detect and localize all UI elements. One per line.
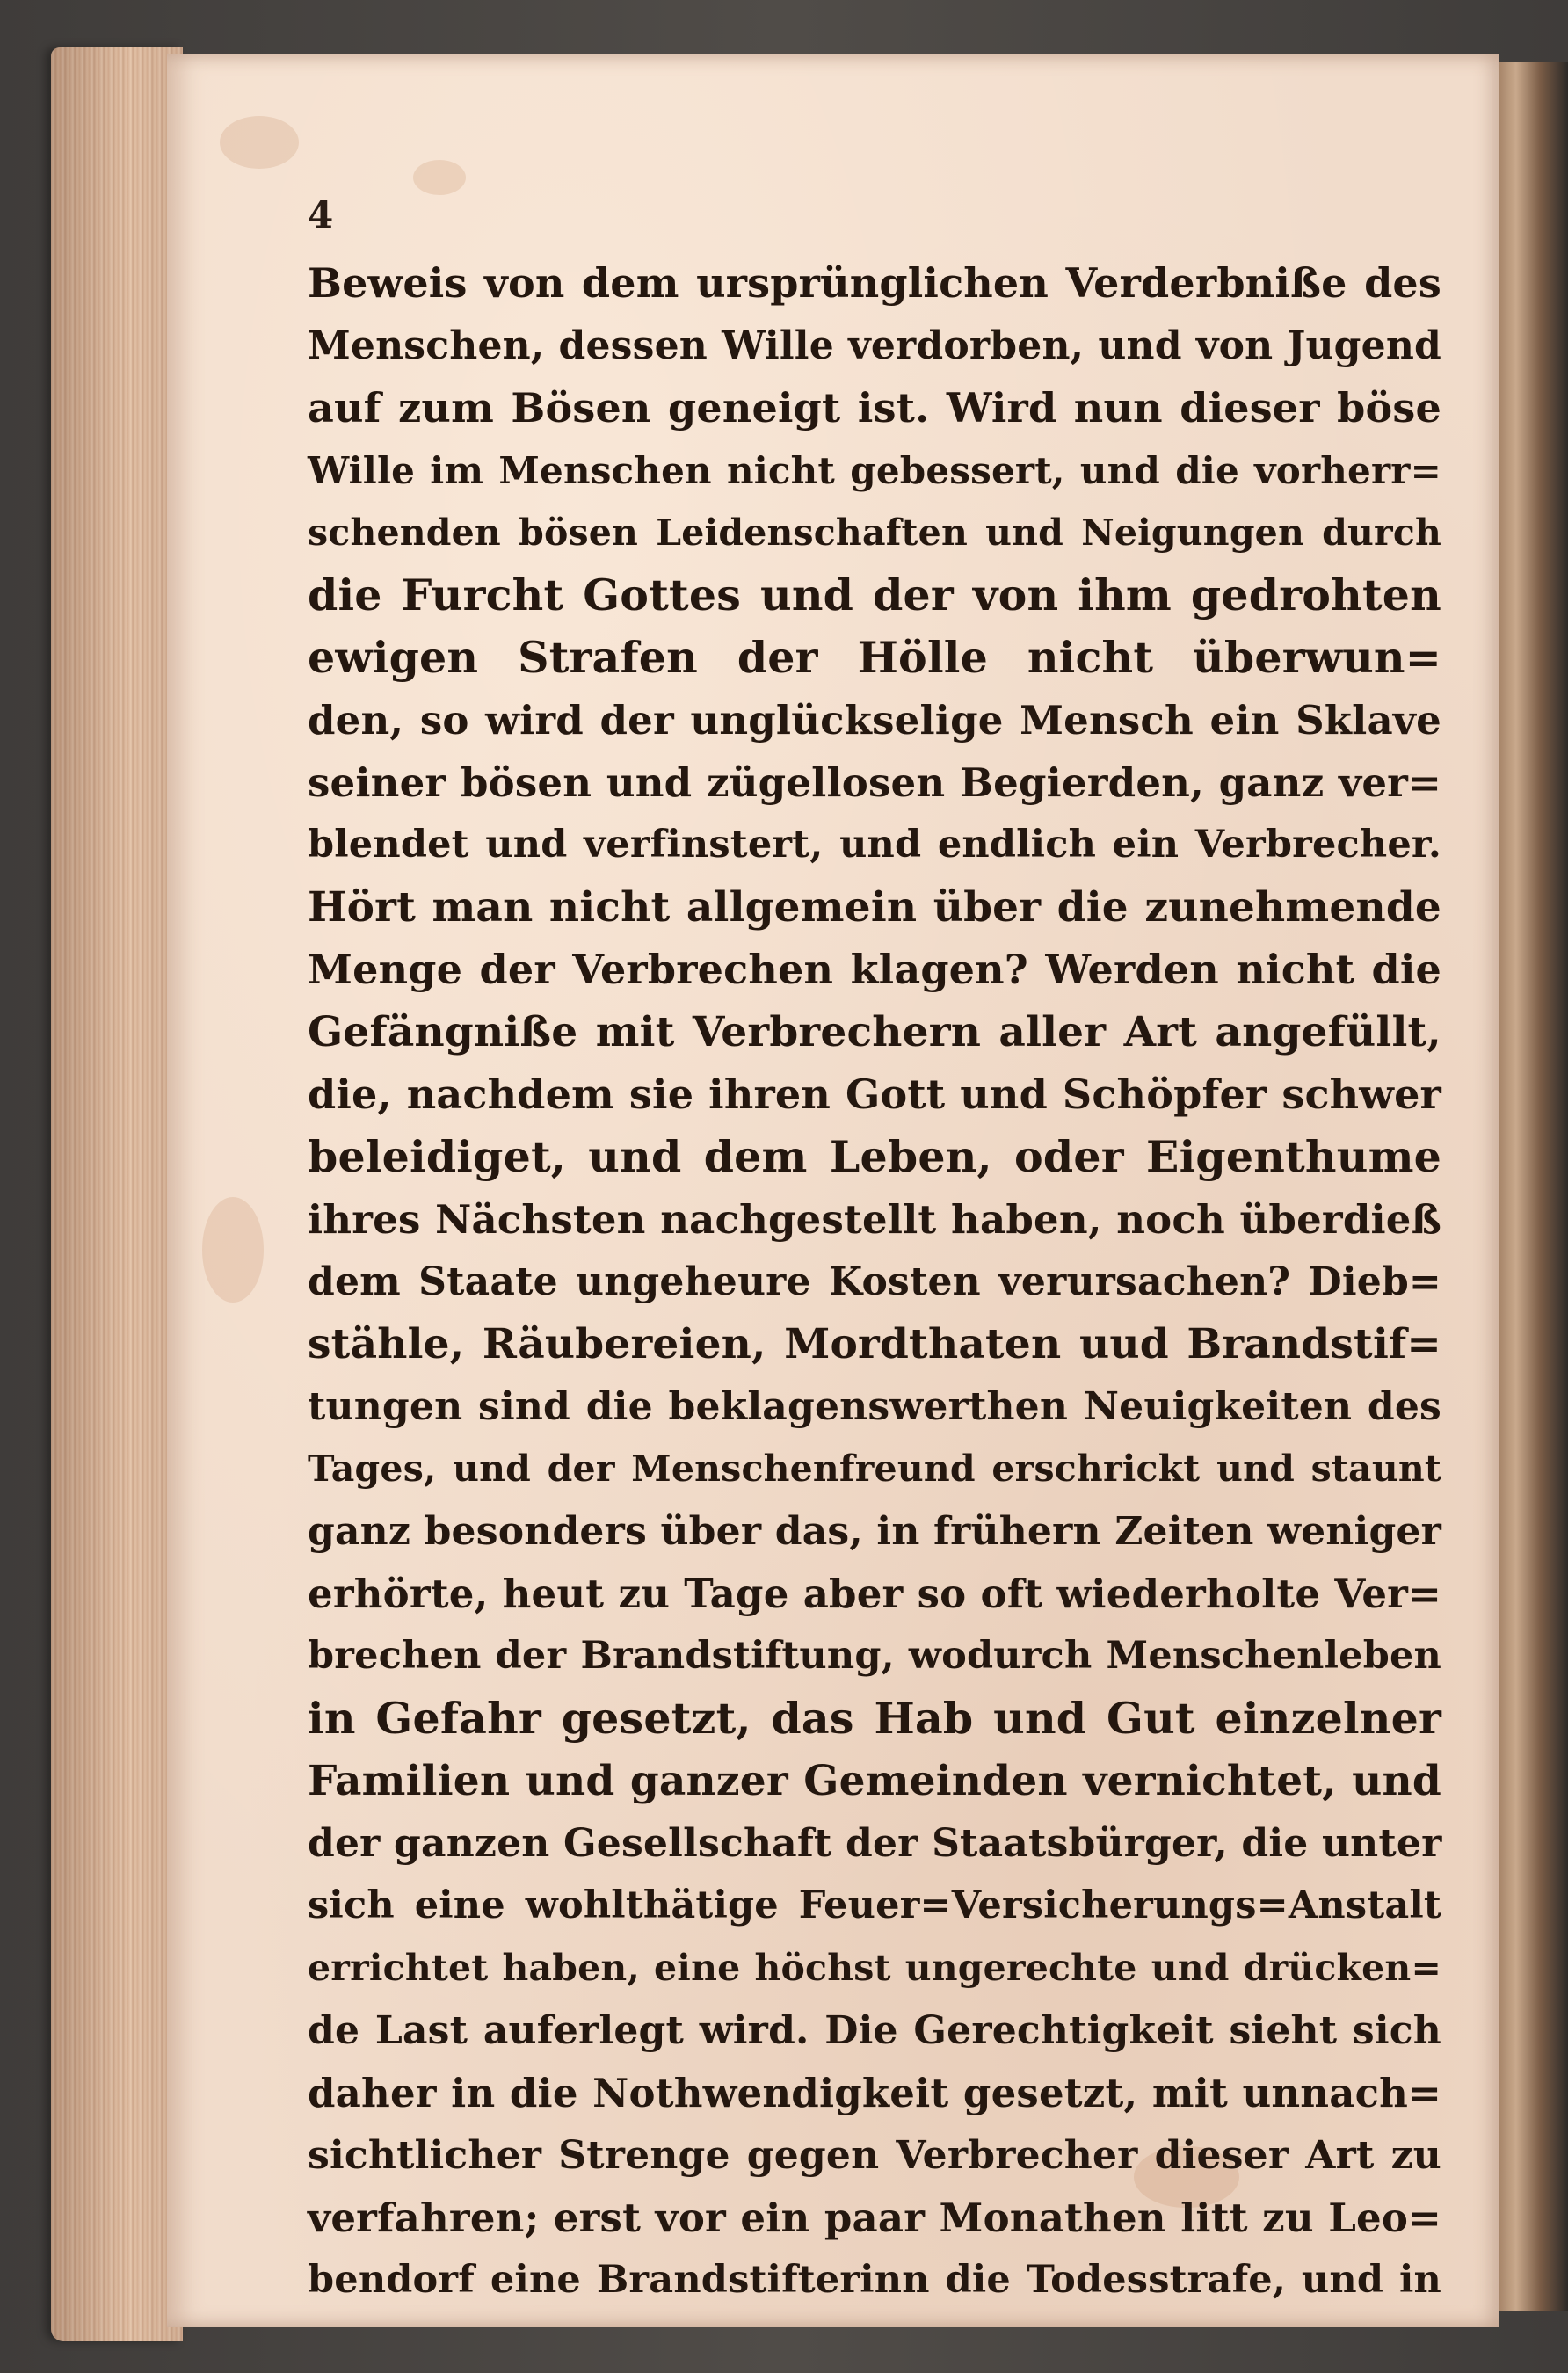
page-number: 4 [308,193,334,236]
text-line: daher in die Nothwendigkeit gesetzt, mit unnach= [308,2070,1441,2116]
text-line: ganz besonders über das, in frühern Zeiten weniger [308,1509,1441,1554]
text-line: Hört man nicht allgemein über die zunehmende [308,883,1441,932]
text-line: Wille im Menschen nicht gebessert, und die vorherr= [308,449,1441,492]
book-fore-edge [1499,62,1568,2311]
text-line: ewigen Strafen der Hölle nicht überwun= [308,632,1441,683]
text-line: sichtlicher Strenge gegen Verbrecher dieser Art zu [308,2133,1441,2178]
text-line: sich eine wohlthätige Feuer=Versicherungs=Anstalt [308,1883,1441,1927]
text-line: Gefängniße mit Verbrechern aller Art angefüllt, [308,1008,1441,1056]
text-line: brechen der Brandstiftung, wodurch Menschenleben [308,1634,1441,1678]
foxing-spot [220,116,299,169]
text-line: die Furcht Gottes und der von ihm gedrohten [308,570,1441,620]
text-line: Familien und ganzer Gemeinden vernichtet, und [308,1757,1441,1805]
text-line: dem Staate ungeheure Kosten verursachen? Dieb= [308,1259,1441,1304]
text-line: Beweis von dem ursprünglichen Verderbniße des [308,259,1441,307]
text-line: stähle, Räubereien, Mordthaten uud Brandstif= [308,1320,1441,1368]
text-line: Menschen, dessen Wille verdorben, und von Jugend [308,323,1441,368]
text-line: bendorf eine Brandstifterinn die Todesstrafe, und in [308,2258,1441,2302]
book-page [167,54,1499,2327]
text-line: seiner bösen und zügellosen Begierden, ganz ver= [308,759,1441,806]
foxing-spot [202,1197,264,1303]
book-page-edges [51,47,183,2341]
text-line: errichtet haben, eine höchst ungerechte und drücken= [308,1947,1441,1989]
foxing-spot [413,160,466,195]
text-line: die, nachdem sie ihren Gott und Schöpfer schwer [308,1070,1441,1118]
text-line: verfahren; erst vor ein paar Monathen litt zu Leo= [308,2195,1441,2241]
text-line: blendet und verfinstert, und endlich ein Verbrecher. [308,823,1441,867]
text-line: erhörte, heut zu Tage aber so oft wiederholte Ver= [308,1571,1441,1617]
text-line: tungen sind die beklagenswerthen Neuigkeiten des [308,1384,1441,1429]
text-line: auf zum Bösen geneigt ist. Wird nun dieser böse [308,384,1441,432]
text-line: schenden bösen Leidenschaften und Neigungen durch [308,512,1441,554]
text-line: beleidiget, und dem Leben, oder Eigenthume [308,1131,1441,1182]
body-text [308,252,1441,2311]
text-line: ihres Nächsten nachgestellt haben, noch überdieß [308,1196,1441,1243]
text-line: Tages, und der Menschenfreund erschrickt und staunt [308,1448,1441,1490]
text-line: in Gefahr gesetzt, das Hab und Gut einzelner [308,1693,1441,1744]
text-line: Menge der Verbrechen klagen? Werden nicht die [308,946,1441,993]
text-line: de Last auferlegt wird. Die Gerechtigkeit sieht sich [308,2008,1441,2053]
text-line: der ganzen Gesellschaft der Staatsbürger, die unter [308,1821,1442,1866]
text-line: den, so wird der unglückselige Mensch ein Sklave [308,697,1441,744]
